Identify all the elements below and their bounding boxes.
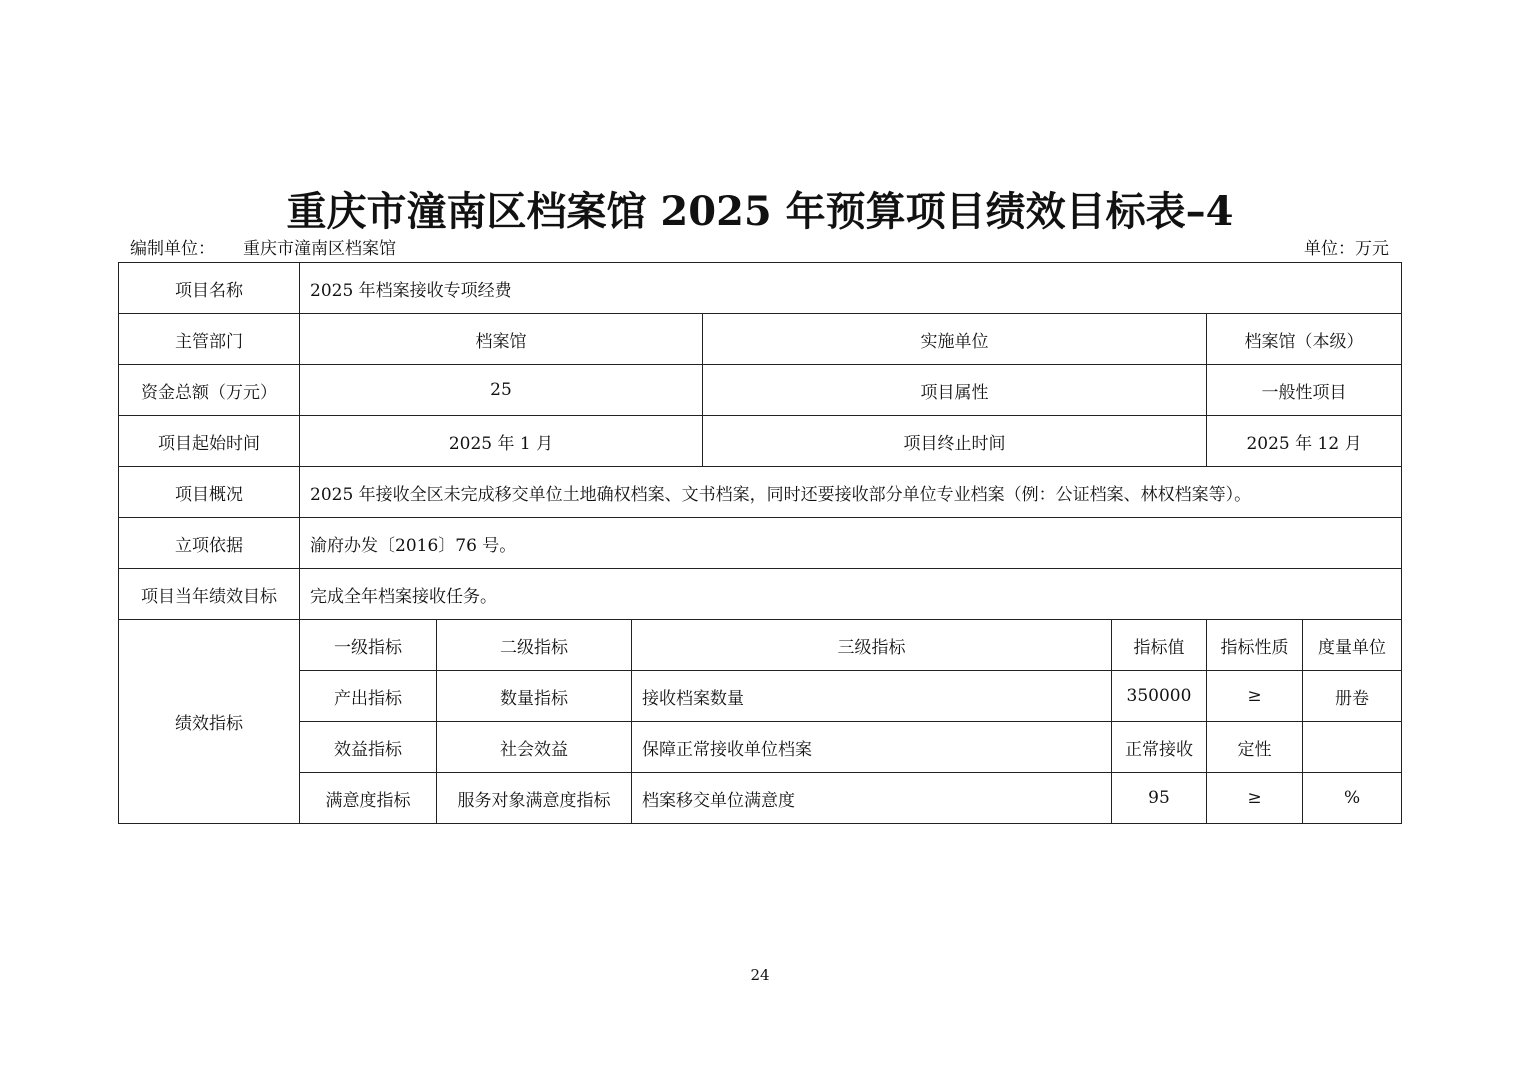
row3-level2: 服务对象满意度指标 (437, 773, 632, 824)
table-row-basis (119, 518, 1402, 569)
table-row (119, 671, 1402, 722)
header-value: 指标值 (1112, 620, 1207, 671)
row1-unit: 册卷 (1303, 671, 1402, 722)
project-name-value: 2025 年档案接收专项经费 (300, 263, 1402, 314)
row1-level3: 接收档案数量 (632, 671, 1112, 722)
compiling-unit (130, 238, 396, 260)
row2-unit (1303, 722, 1402, 773)
impl-value: 档案馆（本级） (1207, 314, 1402, 365)
impl-label: 实施单位 (703, 314, 1207, 365)
row3-unit: % (1303, 773, 1402, 824)
row2-level1: 效益指标 (300, 722, 437, 773)
indicators-section-label: 绩效指标 (119, 620, 300, 824)
dept-value: 档案馆 (300, 314, 703, 365)
table-row (119, 722, 1402, 773)
table-row-project-name (119, 263, 1402, 314)
overview-value: 2025 年接收全区未完成移交单位土地确权档案、文书档案，同时还要接收部分单位专业档案（例：公证档案、林权档案等）。 (300, 467, 1402, 518)
row1-level2: 数量指标 (437, 671, 632, 722)
row3-level3: 档案移交单位满意度 (632, 773, 1112, 824)
project-name-label: 项目名称 (119, 263, 300, 314)
table-row-overview (119, 467, 1402, 518)
attr-value: 一般性项目 (1207, 365, 1402, 416)
header-unit: 度量单位 (1303, 620, 1402, 671)
table-row-period (119, 416, 1402, 467)
header-nature: 指标性质 (1207, 620, 1303, 671)
table-row-goal (119, 569, 1402, 620)
goal-label: 项目当年绩效目标 (119, 569, 300, 620)
end-label: 项目终止时间 (703, 416, 1207, 467)
page-number: 24 (750, 966, 770, 984)
compiling-unit-value: 重庆市潼南区档案馆 (243, 239, 396, 259)
start-label: 项目起始时间 (119, 416, 300, 467)
row1-level1: 产出指标 (300, 671, 437, 722)
row1-value: 350000 (1112, 671, 1207, 722)
compiling-unit-label: 编制单位： (130, 239, 215, 259)
row2-level3: 保障正常接收单位档案 (632, 722, 1112, 773)
header-level3: 三级指标 (632, 620, 1112, 671)
document-title: 重庆市潼南区档案馆 2025 年预算项目绩效目标表–4 (286, 188, 1234, 235)
row2-level2: 社会效益 (437, 722, 632, 773)
dept-label: 主管部门 (119, 314, 300, 365)
basis-label: 立项依据 (119, 518, 300, 569)
currency-unit: 单位：万元 (1304, 239, 1389, 259)
row3-value: 95 (1112, 773, 1207, 824)
row3-level1: 满意度指标 (300, 773, 437, 824)
fund-value: 25 (300, 365, 703, 416)
start-value: 2025 年 1 月 (300, 416, 703, 467)
goal-value: 完成全年档案接收任务。 (300, 569, 1402, 620)
table-row-fund (119, 365, 1402, 416)
overview-label: 项目概况 (119, 467, 300, 518)
row2-value: 正常接收 (1112, 722, 1207, 773)
basis-value: 渝府办发〔2016〕76 号。 (300, 518, 1402, 569)
table-row-indicator-header (119, 620, 1402, 671)
performance-target-table (118, 262, 1402, 824)
end-value: 2025 年 12 月 (1207, 416, 1402, 467)
table-row-department (119, 314, 1402, 365)
row1-nature: ≥ (1207, 671, 1303, 722)
row3-nature: ≥ (1207, 773, 1303, 824)
attr-label: 项目属性 (703, 365, 1207, 416)
header-level1: 一级指标 (300, 620, 437, 671)
table-row (119, 773, 1402, 824)
row2-nature: 定性 (1207, 722, 1303, 773)
header-level2: 二级指标 (437, 620, 632, 671)
fund-label: 资金总额（万元） (119, 365, 300, 416)
